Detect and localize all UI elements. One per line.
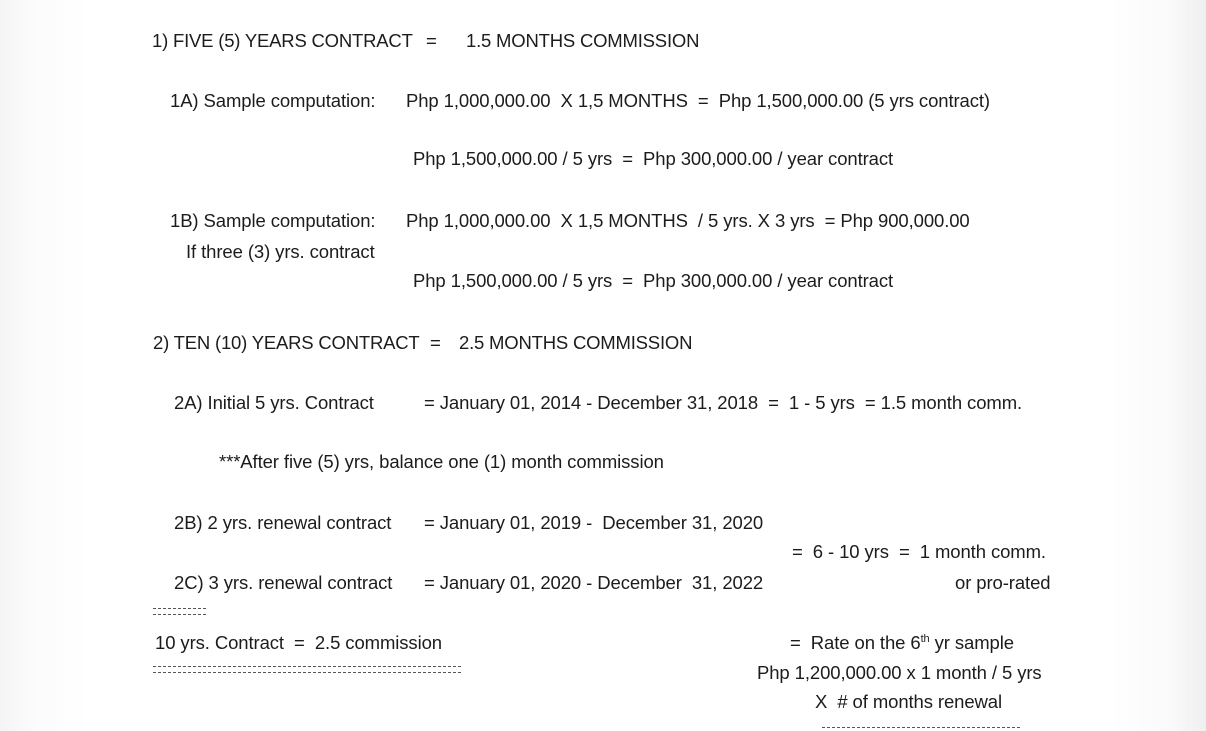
section2-note: ***After five (5) yrs, balance one (1) month commission	[219, 451, 664, 472]
section1b-label: 1B) Sample computation:	[170, 210, 376, 231]
section1a-line2: Php 1,500,000.00 / 5 yrs = Php 300,000.00 / year contract	[413, 148, 894, 169]
section1-value: 1.5 MONTHS COMMISSION	[466, 30, 700, 51]
section2a-label: 2A) Initial 5 yrs. Contract	[174, 392, 374, 413]
rate-line1-pre: = Rate on the 6	[790, 632, 921, 653]
rate-line1	[790, 632, 1014, 654]
section2-value: 2.5 MONTHS COMMISSION	[459, 332, 693, 353]
section2c-label: 2C) 3 yrs. renewal contract	[174, 572, 393, 593]
section1b-line1: Php 1,000,000.00 X 1,5 MONTHS / 5 yrs. X 3 yrs = Php 900,000.00	[406, 210, 970, 231]
section2-equals: =	[430, 332, 441, 353]
summary-text: 10 yrs. Contract = 2.5 commission	[155, 632, 442, 653]
section1-heading: 1) FIVE (5) YEARS CONTRACT	[152, 30, 413, 51]
section2c-text: = January 01, 2020 - December 31, 2022	[424, 572, 764, 593]
rate-line3: X # of months renewal	[815, 691, 1003, 712]
section2bc-result-2: or pro-rated	[955, 572, 1051, 593]
double-rule-short	[153, 608, 206, 615]
section1a-label: 1A) Sample computation:	[170, 90, 376, 111]
section1a-line1: Php 1,000,000.00 X 1,5 MONTHS = Php 1,500,000.00 (5 yrs contract)	[406, 90, 990, 111]
section2b-label: 2B) 2 yrs. renewal contract	[174, 512, 392, 533]
section2-heading: 2) TEN (10) YEARS CONTRACT	[153, 332, 420, 353]
double-rule-long	[153, 666, 461, 673]
section1b-sublabel: If three (3) yrs. contract	[186, 241, 375, 262]
section2b-text: = January 01, 2019 - December 31, 2020	[424, 512, 764, 533]
section1-equals: =	[426, 30, 437, 51]
section2a-text: = January 01, 2014 - December 31, 2018 = 1 - 5 yrs = 1.5 month comm.	[424, 392, 1023, 413]
section2bc-result: = 6 - 10 yrs = 1 month comm.	[792, 541, 1046, 562]
section1b-line2: Php 1,500,000.00 / 5 yrs = Php 300,000.00 / year contract	[413, 270, 894, 291]
rate-line1-post: yr sample	[929, 632, 1014, 653]
rate-line1-sup: th	[920, 632, 930, 645]
rate-line2: Php 1,200,000.00 x 1 month / 5 yrs	[757, 662, 1042, 683]
bottom-rule	[822, 727, 1020, 728]
